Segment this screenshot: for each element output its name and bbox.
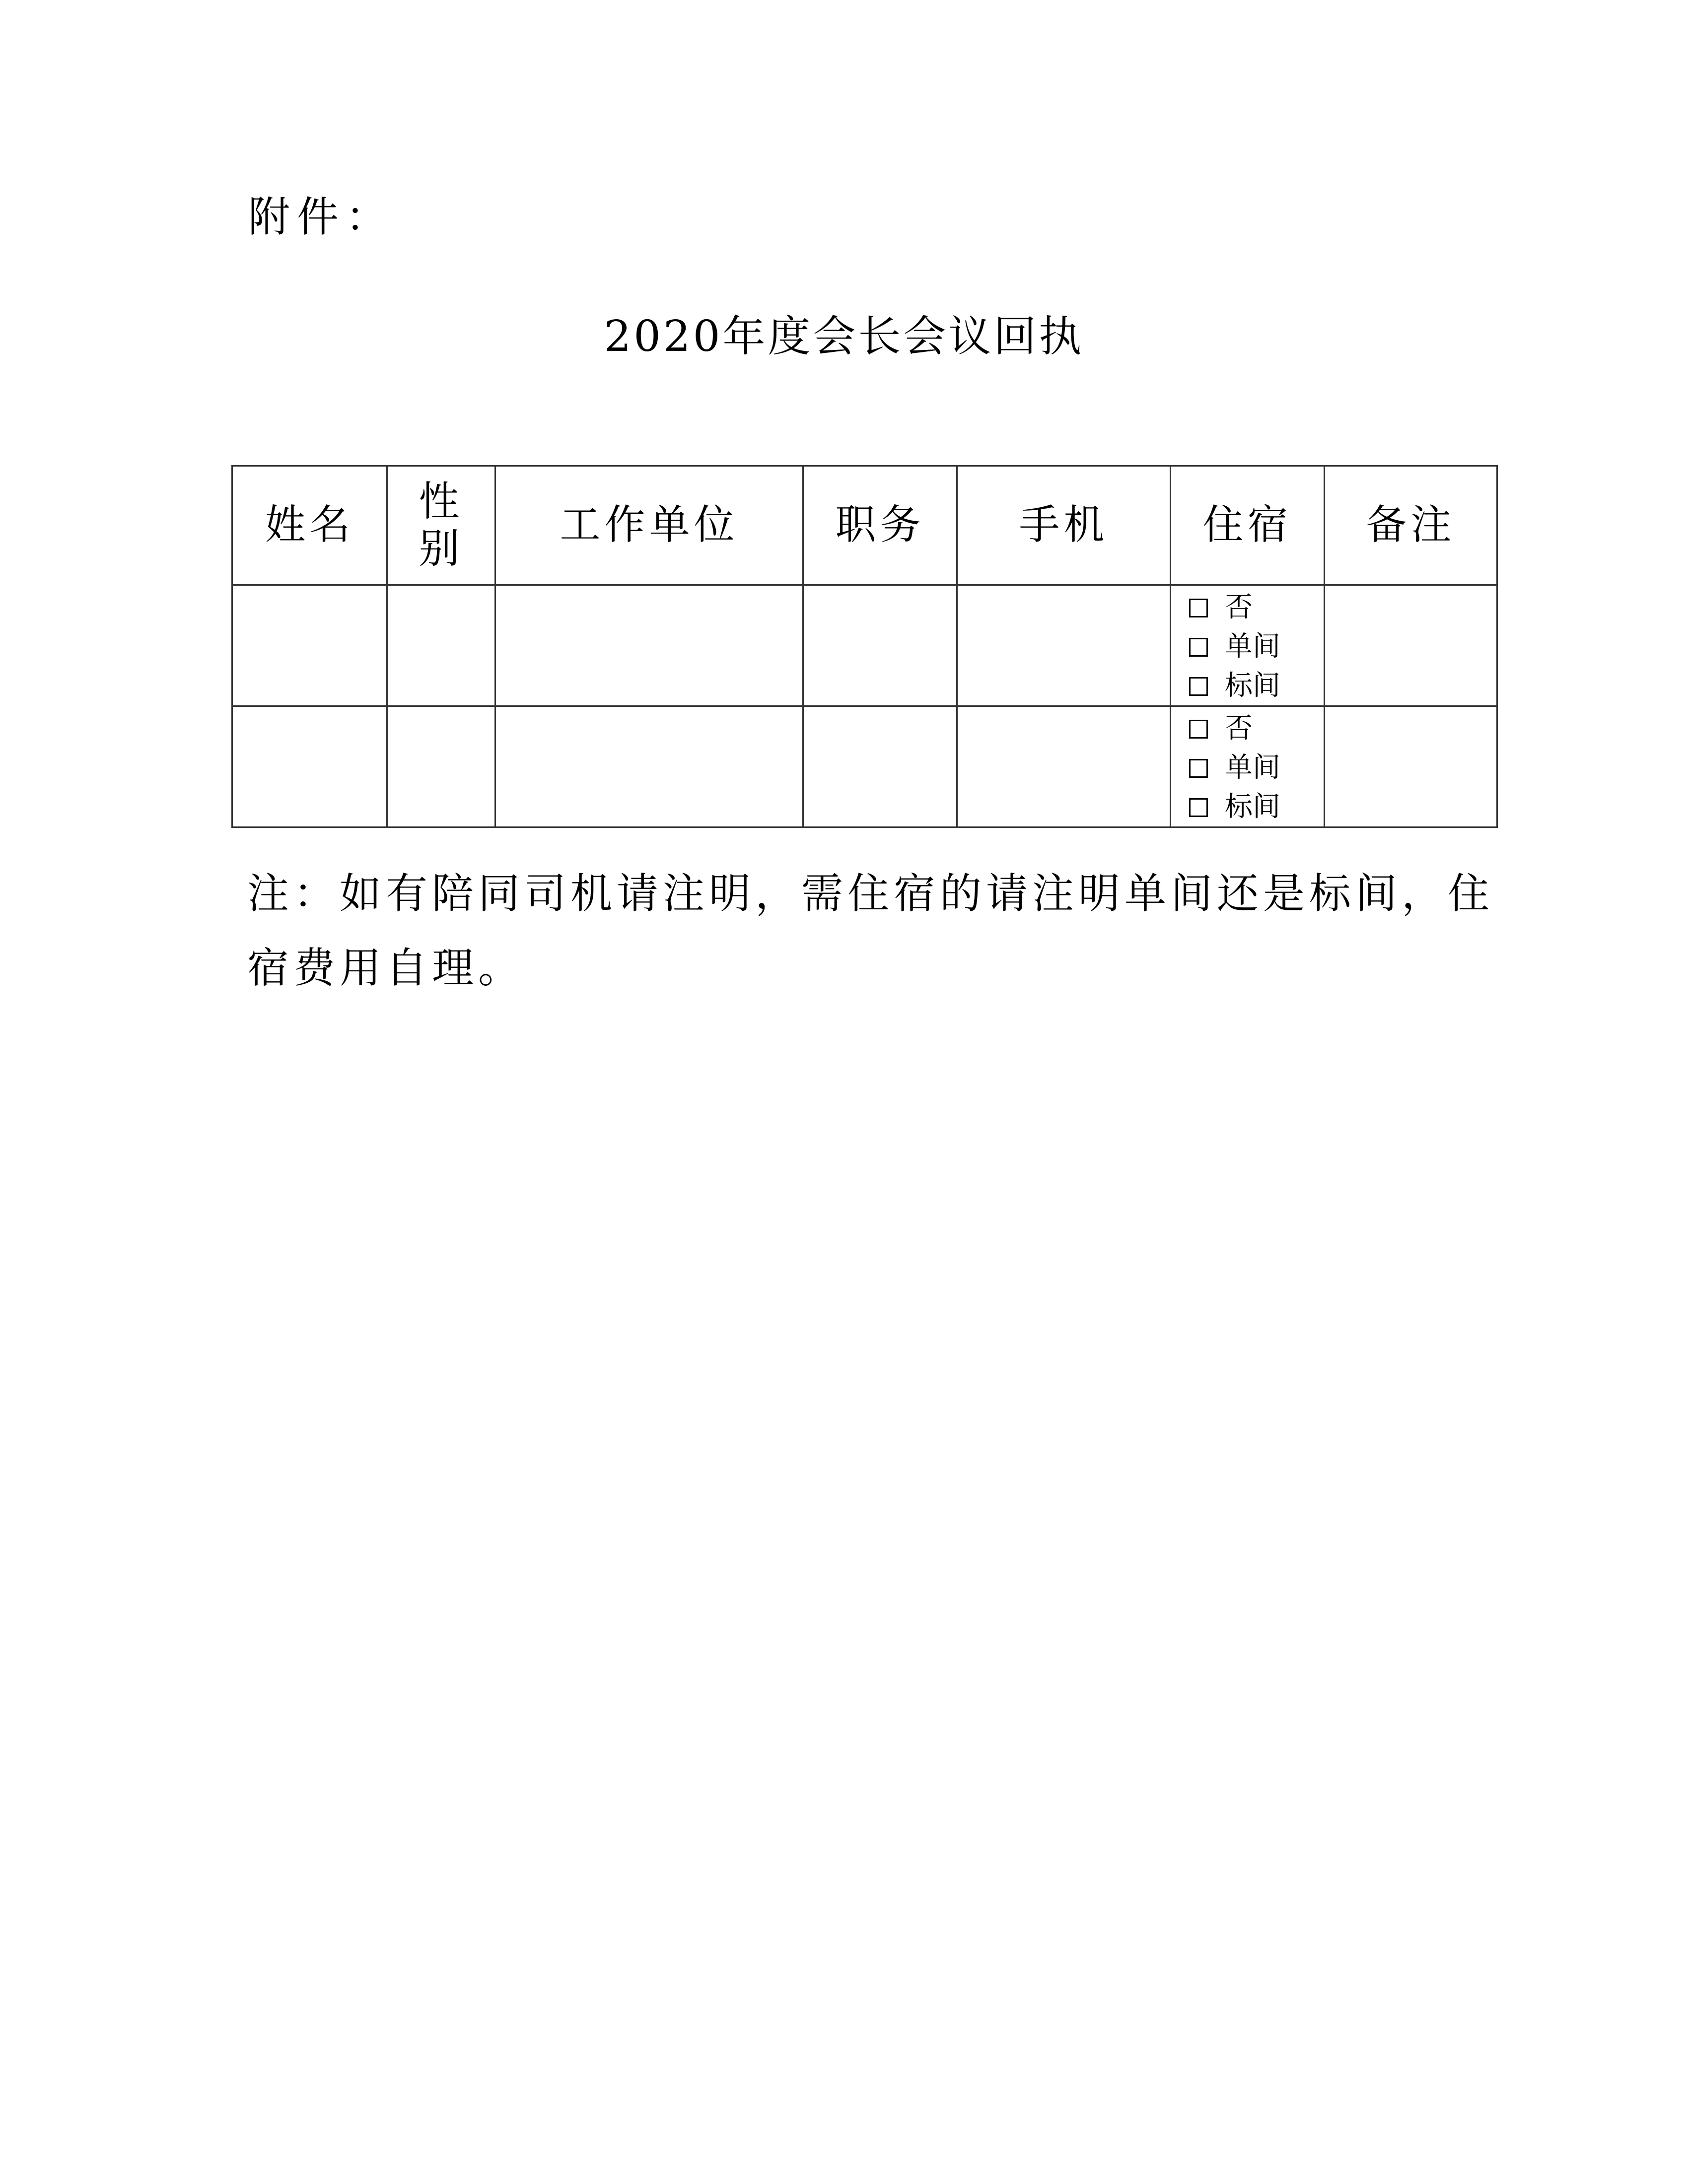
lodging-option-standard[interactable] (1189, 787, 1324, 826)
remarks-cell[interactable] (1325, 585, 1497, 706)
checkbox-icon[interactable] (1189, 798, 1208, 817)
lodging-option-label: 标间 (1225, 670, 1280, 702)
lodging-option-no[interactable] (1189, 588, 1324, 627)
checkbox-icon[interactable] (1189, 759, 1208, 778)
table-header-row (232, 466, 1497, 585)
header-position: 职务 (803, 466, 957, 585)
position-cell[interactable] (803, 585, 957, 706)
lodging-option-label: 标间 (1225, 791, 1280, 823)
header-remarks: 备注 (1325, 466, 1497, 585)
lodging-option-no[interactable] (1189, 709, 1324, 748)
position-cell[interactable] (803, 706, 957, 827)
header-gender-line2: 别 (419, 525, 464, 572)
lodging-cell (1171, 585, 1325, 706)
table-row (232, 706, 1497, 827)
lodging-option-single[interactable] (1189, 748, 1324, 787)
checkbox-icon[interactable] (1189, 599, 1208, 617)
gender-cell[interactable] (387, 585, 495, 706)
header-gender (387, 466, 495, 585)
lodging-option-standard[interactable] (1189, 666, 1324, 705)
document-title: 2020年度会长会议回执 (604, 312, 1084, 361)
footnote: 注：如有陪同司机请注明，需住宿的请注明单间还是标间，住宿费用自理。 (247, 869, 1494, 992)
lodging-cell (1171, 706, 1325, 827)
lodging-option-single[interactable] (1189, 627, 1324, 666)
header-work-unit: 工作单位 (495, 466, 803, 585)
header-name: 姓名 (232, 466, 387, 585)
mobile-cell[interactable] (957, 585, 1171, 706)
lodging-option-label: 否 (1225, 712, 1253, 745)
checkbox-icon[interactable] (1189, 677, 1208, 696)
checkbox-icon[interactable] (1189, 638, 1208, 657)
attachment-label: 附件： (248, 193, 395, 241)
name-cell[interactable] (232, 706, 387, 827)
work-unit-cell[interactable] (495, 585, 803, 706)
checkbox-icon[interactable] (1189, 720, 1208, 739)
mobile-cell[interactable] (957, 706, 1171, 827)
lodging-option-label: 单间 (1225, 630, 1280, 663)
gender-cell[interactable] (387, 706, 495, 827)
work-unit-cell[interactable] (495, 706, 803, 827)
remarks-cell[interactable] (1325, 706, 1497, 827)
name-cell[interactable] (232, 585, 387, 706)
header-lodging: 住宿 (1171, 466, 1325, 585)
header-gender-line1: 性 (419, 478, 464, 526)
lodging-option-label: 否 (1225, 591, 1253, 623)
table-row (232, 585, 1497, 706)
lodging-option-label: 单间 (1225, 751, 1280, 784)
reply-form-table (231, 465, 1498, 828)
header-mobile: 手机 (957, 466, 1171, 585)
